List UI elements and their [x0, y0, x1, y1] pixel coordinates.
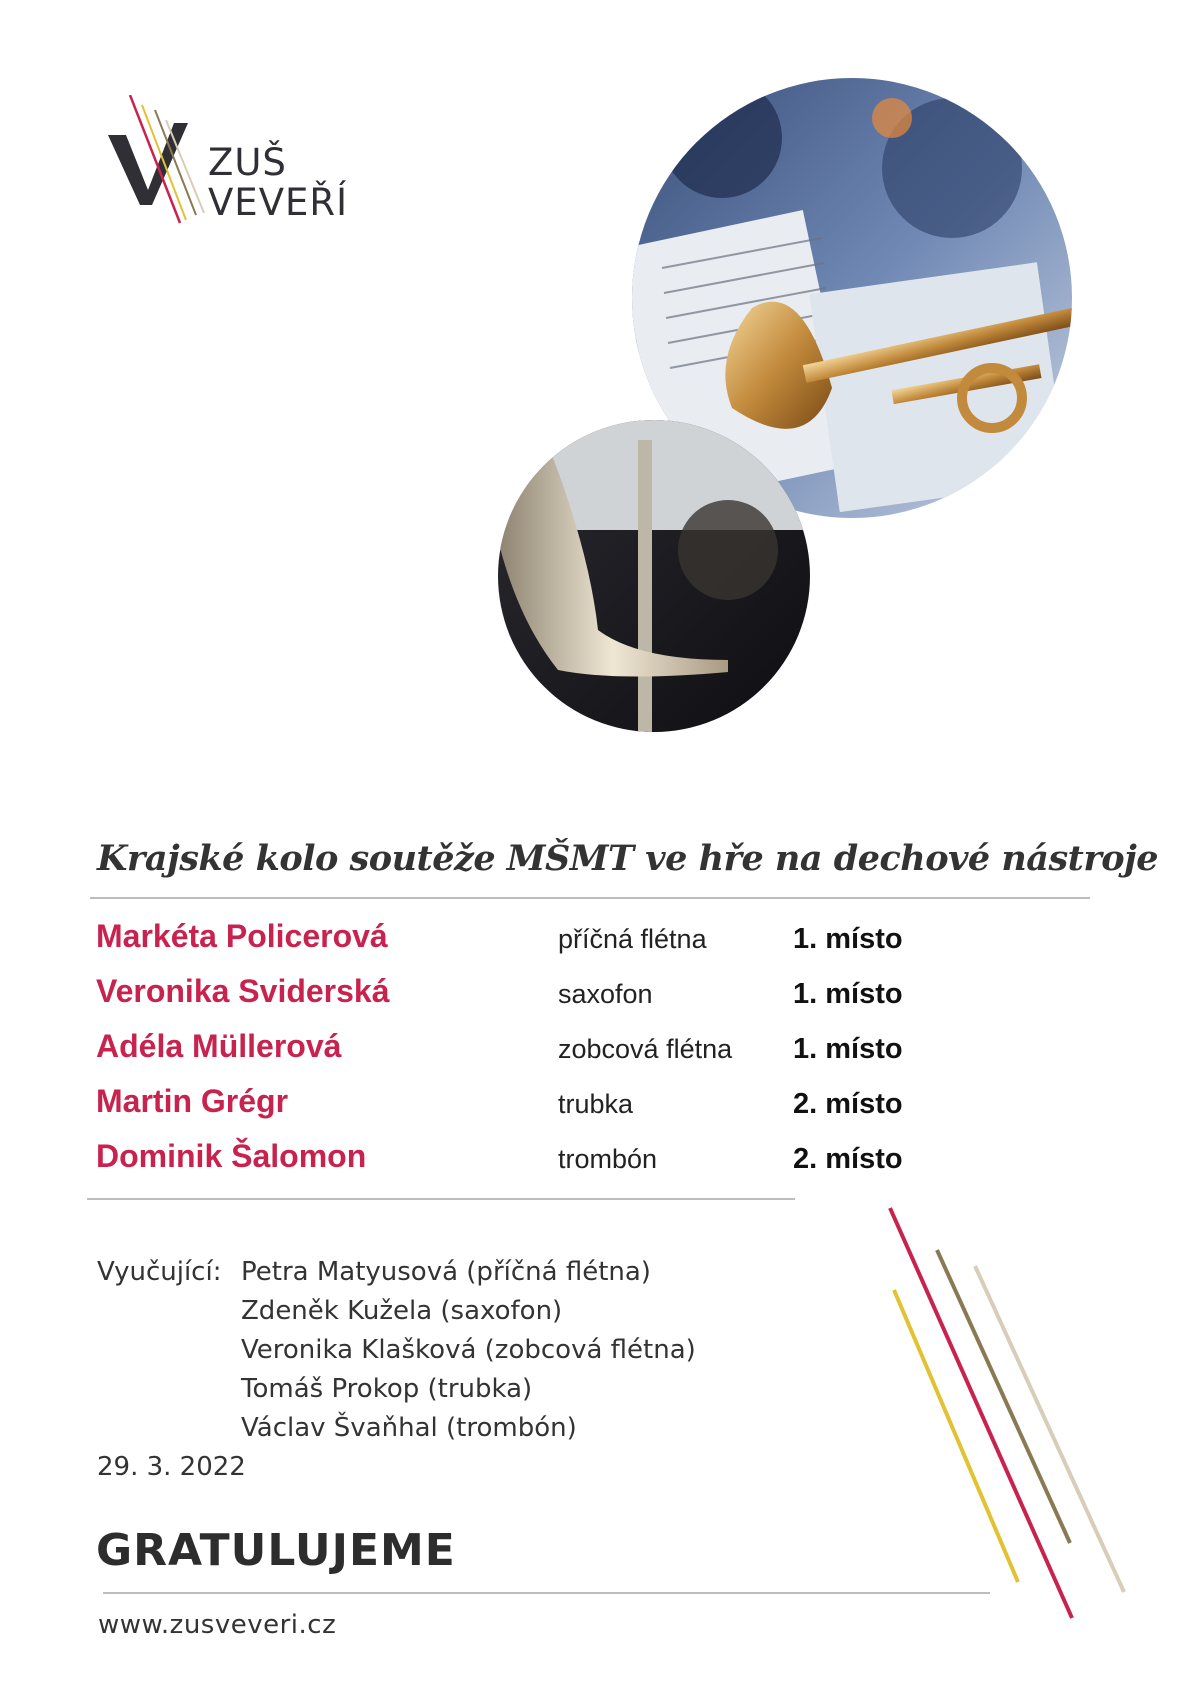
placement: 1. místo [793, 978, 903, 1010]
student-name: Martin Grégr [96, 1083, 289, 1119]
placement: 1. místo [793, 923, 903, 955]
teacher-item: Petra Matyusová (příčná flétna) [241, 1257, 651, 1287]
teacher-item: Veronika Klašková (zobcová flétna) [241, 1335, 696, 1365]
student-name: Adéla Müllerová [96, 1028, 342, 1064]
school-logo-text [208, 143, 348, 223]
divider [87, 1198, 795, 1200]
result-row [0, 1028, 1190, 1078]
date: 29. 3. 2022 [97, 1452, 246, 1482]
decorative-lines [880, 1200, 1140, 1640]
instrument: trubka [558, 1089, 634, 1119]
logo-line-1: ZUŠ [208, 141, 287, 184]
instrument: saxofon [558, 979, 653, 1009]
placement: 2. místo [793, 1088, 903, 1120]
teacher-item: Václav Švaňhal (trombón) [241, 1413, 577, 1443]
student-name: Dominik Šalomon [96, 1138, 367, 1174]
instrument: trombón [558, 1144, 658, 1174]
trombone-photo [498, 420, 810, 732]
logo-line-2: VEVEŘÍ [208, 181, 348, 224]
divider [103, 1592, 990, 1594]
website-url[interactable]: www.zusveveri.cz [98, 1610, 337, 1640]
result-row [0, 1138, 1190, 1188]
instrument: příčná flétna [558, 924, 707, 954]
teacher-item: Tomáš Prokop (trubka) [241, 1374, 533, 1404]
result-row [0, 918, 1190, 968]
teacher-item: Zdeněk Kužela (saxofon) [241, 1296, 563, 1326]
student-name: Veronika Sviderská [96, 973, 390, 1009]
student-name: Markéta Policerová [96, 918, 388, 954]
placement: 2. místo [793, 1143, 903, 1175]
divider [90, 897, 1090, 899]
result-row [0, 1083, 1190, 1133]
competition-title: Krajské kolo soutěže MŠMT ve hře na dechové nástroje [97, 838, 1159, 879]
teachers-label: Vyučující: [97, 1257, 222, 1287]
placement: 1. místo [793, 1033, 903, 1065]
congratulations-heading: GRATULUJEME [96, 1525, 456, 1576]
result-row [0, 973, 1190, 1023]
instrument: zobcová flétna [558, 1034, 733, 1064]
